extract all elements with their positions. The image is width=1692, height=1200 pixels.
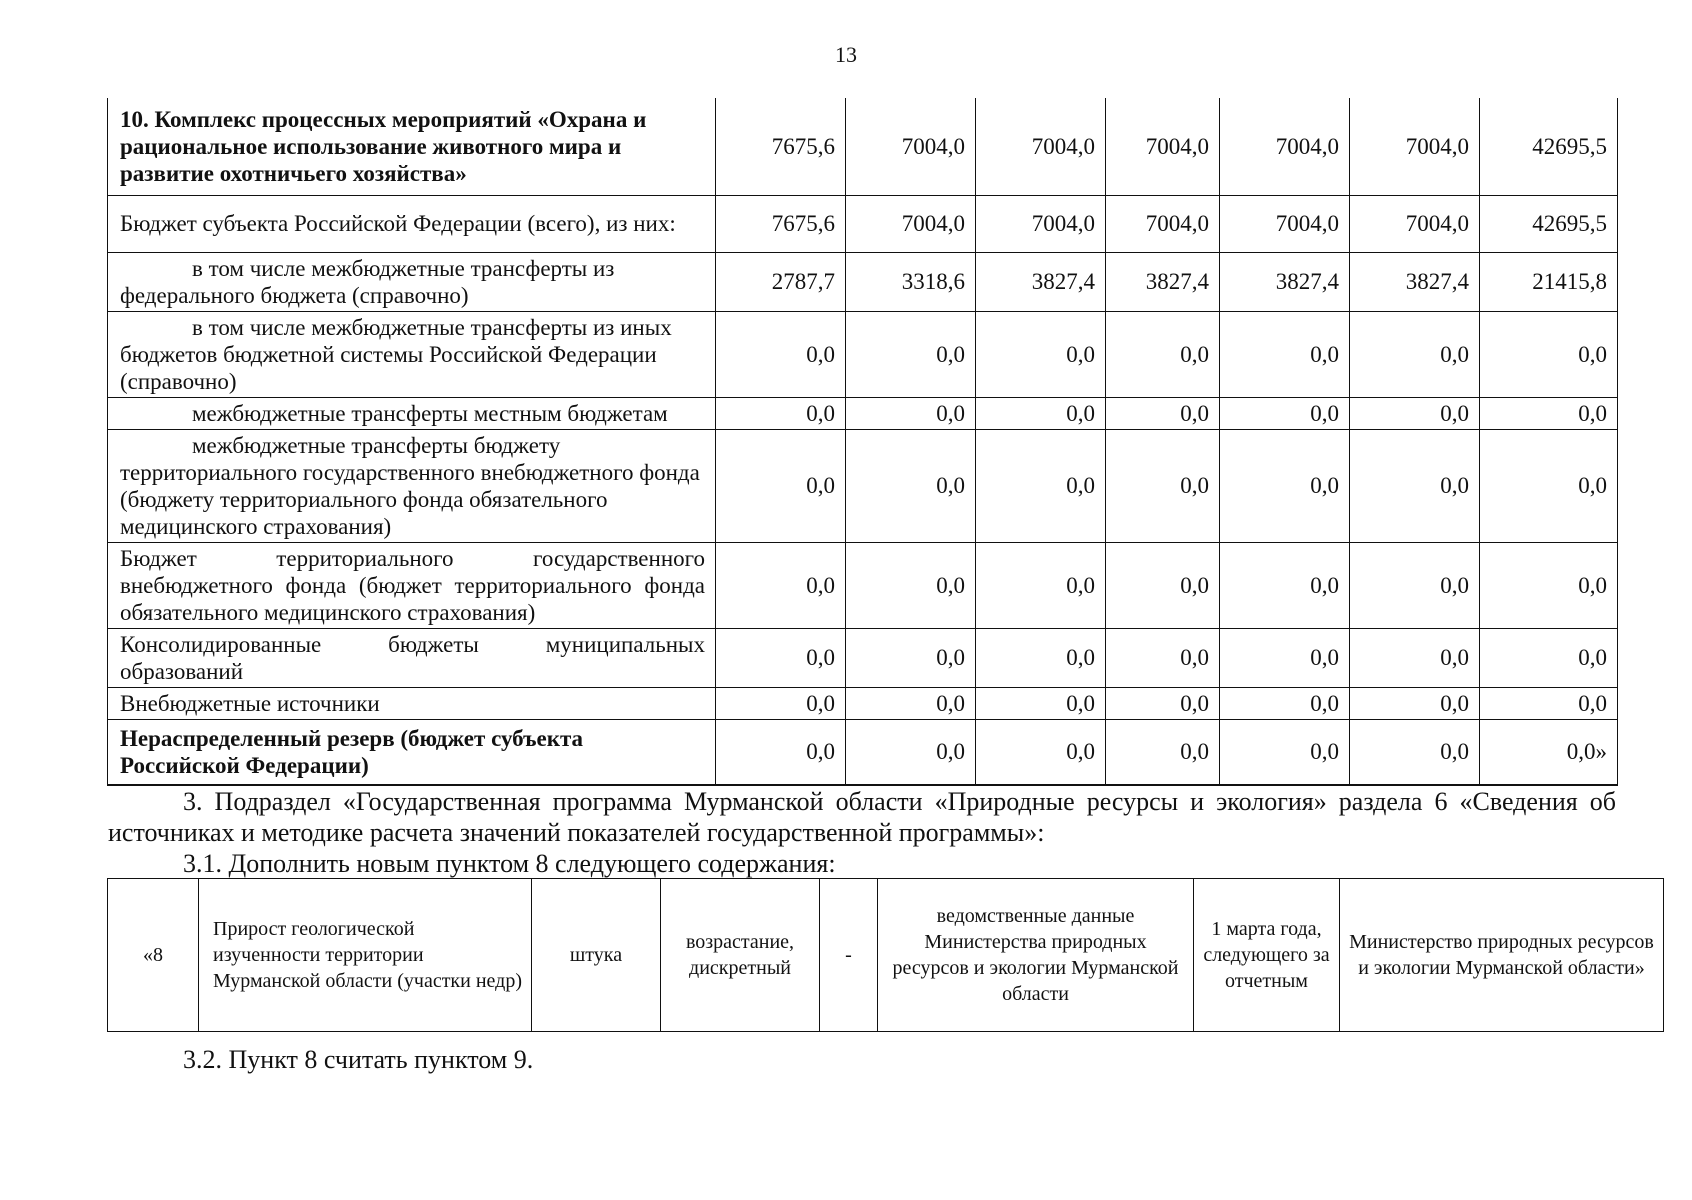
cell-value: 0,0 [846, 429, 976, 542]
cell-value: 0,0 [1106, 429, 1220, 542]
item-number: «8 [108, 879, 199, 1032]
cell-value: 0,0 [1220, 542, 1350, 628]
cell-value: 0,0 [716, 542, 846, 628]
row-label: Нераспределенный резерв (бюджет субъекта Российской Федерации) [108, 719, 716, 785]
cell-value: 0,0 [1480, 397, 1618, 429]
cell-value: 0,0 [716, 719, 846, 785]
cell-value: 7675,6 [716, 98, 846, 195]
financing-table [107, 98, 1618, 786]
cell-value: 0,0 [846, 311, 976, 397]
row-label: Внебюджетные источники [108, 687, 716, 719]
cell-value: 0,0 [976, 542, 1106, 628]
cell-value: 42695,5 [1480, 195, 1618, 252]
cell-value: 0,0» [1480, 719, 1618, 785]
source-cell: ведомственные данные Министерства природных ресурсов и экологии Мурманской области [878, 879, 1194, 1032]
row-label: Бюджет территориального государственного внебюджетного фонда (бюджет территориального фонда обязательного медицинского страхования) [108, 542, 716, 628]
cell-value: 0,0 [1350, 687, 1480, 719]
cell-value: 7004,0 [1350, 98, 1480, 195]
cell-value: 7004,0 [976, 98, 1106, 195]
cell-value: 0,0 [976, 628, 1106, 687]
cell-value: 42695,5 [1480, 98, 1618, 195]
cell-value: 0,0 [716, 628, 846, 687]
cell-value: 0,0 [976, 719, 1106, 785]
indicator-table [107, 878, 1664, 1032]
paragraph-subsection: 3. Подраздел «Государственная программа Мурманской области «Природные ресурсы и экология» раздела 6 «Сведения об источниках и методике расчета значений показателей государственной программы»: [108, 787, 1616, 847]
cell-value: 0,0 [1350, 542, 1480, 628]
cell-value: 0,0 [1106, 719, 1220, 785]
cell-value: 0,0 [846, 719, 976, 785]
paragraph-renumber: 3.2. Пункт 8 считать пунктом 9. [183, 1045, 534, 1074]
cell-value: 0,0 [976, 687, 1106, 719]
cell-value: 0,0 [1106, 687, 1220, 719]
cell-value: 7004,0 [1220, 98, 1350, 195]
table-row [108, 879, 1664, 1032]
cell-value: 3827,4 [1350, 252, 1480, 311]
cell-value: 2787,7 [716, 252, 846, 311]
row-label: Бюджет субъекта Российской Федерации (всего), из них: [108, 195, 716, 252]
cell-value: 3318,6 [846, 252, 976, 311]
cell-value: 0,0 [1106, 311, 1220, 397]
row-label: Консолидированные бюджеты муниципальных образований [108, 628, 716, 687]
indicator-name: Прирост геологической изученности территории Мурманской области (участки недр) [199, 879, 532, 1032]
cell-value: 0,0 [1220, 397, 1350, 429]
page-number: 13 [835, 42, 857, 67]
cell-value: 0,0 [1480, 542, 1618, 628]
cell-value: 21415,8 [1480, 252, 1618, 311]
table-row [108, 719, 1618, 785]
cell-value: 0,0 [1480, 628, 1618, 687]
cell-value: 7004,0 [846, 195, 976, 252]
cell-value: 0,0 [1106, 397, 1220, 429]
cell-value: 0,0 [1220, 628, 1350, 687]
cell-value: 0,0 [1480, 687, 1618, 719]
cell-value: 0,0 [976, 397, 1106, 429]
cell-value: 0,0 [1350, 628, 1480, 687]
cell-value: 0,0 [1220, 311, 1350, 397]
cell-value: 0,0 [716, 397, 846, 429]
table-row [108, 628, 1618, 687]
cell-value: 0,0 [1350, 429, 1480, 542]
table-row [108, 542, 1618, 628]
cell-value: 0,0 [716, 429, 846, 542]
cell-value: 7004,0 [1350, 195, 1480, 252]
table-row [108, 687, 1618, 719]
row-label: 10. Комплекс процессных мероприятий «Охрана и рациональное использование животного мира и развитие охотничьего хозяйства» [108, 98, 716, 195]
cell-value: 3827,4 [1106, 252, 1220, 311]
table-row [108, 429, 1618, 542]
cell-value: 7004,0 [976, 195, 1106, 252]
table-row [108, 311, 1618, 397]
cell-value: 0,0 [1220, 429, 1350, 542]
cell-value: 7004,0 [1106, 98, 1220, 195]
row-label: в том числе межбюджетные трансферты из иных бюджетов бюджетной системы Российской Федерации (справочно) [108, 311, 716, 397]
unit-cell: штука [532, 879, 661, 1032]
cell-value: 0,0 [1350, 397, 1480, 429]
cell-value: 3827,4 [1220, 252, 1350, 311]
cell-value: 0,0 [1480, 311, 1618, 397]
dash-cell: - [820, 879, 878, 1032]
cell-value: 7004,0 [1220, 195, 1350, 252]
cell-value: 0,0 [1350, 311, 1480, 397]
cell-value: 0,0 [716, 311, 846, 397]
responsible-cell: Министерство природных ресурсов и экологии Мурманской области» [1340, 879, 1664, 1032]
row-label: межбюджетные трансферты бюджету территориального государственного внебюджетного фонда (бюджету территориального фонда обязательного медицинского страхования) [108, 429, 716, 542]
cell-value: 0,0 [1106, 628, 1220, 687]
cell-value: 3827,4 [976, 252, 1106, 311]
cell-value: 0,0 [1480, 429, 1618, 542]
cell-value: 0,0 [1350, 719, 1480, 785]
deadline-cell: 1 марта года, следующего за отчетным [1194, 879, 1340, 1032]
cell-value: 7004,0 [1106, 195, 1220, 252]
cell-value: 0,0 [846, 628, 976, 687]
trend-cell: возрастание, дискретный [661, 879, 820, 1032]
cell-value: 7675,6 [716, 195, 846, 252]
cell-value: 0,0 [846, 687, 976, 719]
cell-value: 0,0 [846, 542, 976, 628]
cell-value: 0,0 [1220, 719, 1350, 785]
paragraph-add-item: 3.1. Дополнить новым пунктом 8 следующего содержания: [183, 849, 836, 878]
row-label: межбюджетные трансферты местным бюджетам [108, 397, 716, 429]
row-label: в том числе межбюджетные трансферты из федерального бюджета (справочно) [108, 252, 716, 311]
table-row [108, 195, 1618, 252]
cell-value: 0,0 [1220, 687, 1350, 719]
cell-value: 7004,0 [846, 98, 976, 195]
cell-value: 0,0 [976, 429, 1106, 542]
table-row [108, 397, 1618, 429]
cell-value: 0,0 [976, 311, 1106, 397]
table-row [108, 98, 1618, 195]
cell-value: 0,0 [716, 687, 846, 719]
cell-value: 0,0 [846, 397, 976, 429]
table-row [108, 252, 1618, 311]
cell-value: 0,0 [1106, 542, 1220, 628]
